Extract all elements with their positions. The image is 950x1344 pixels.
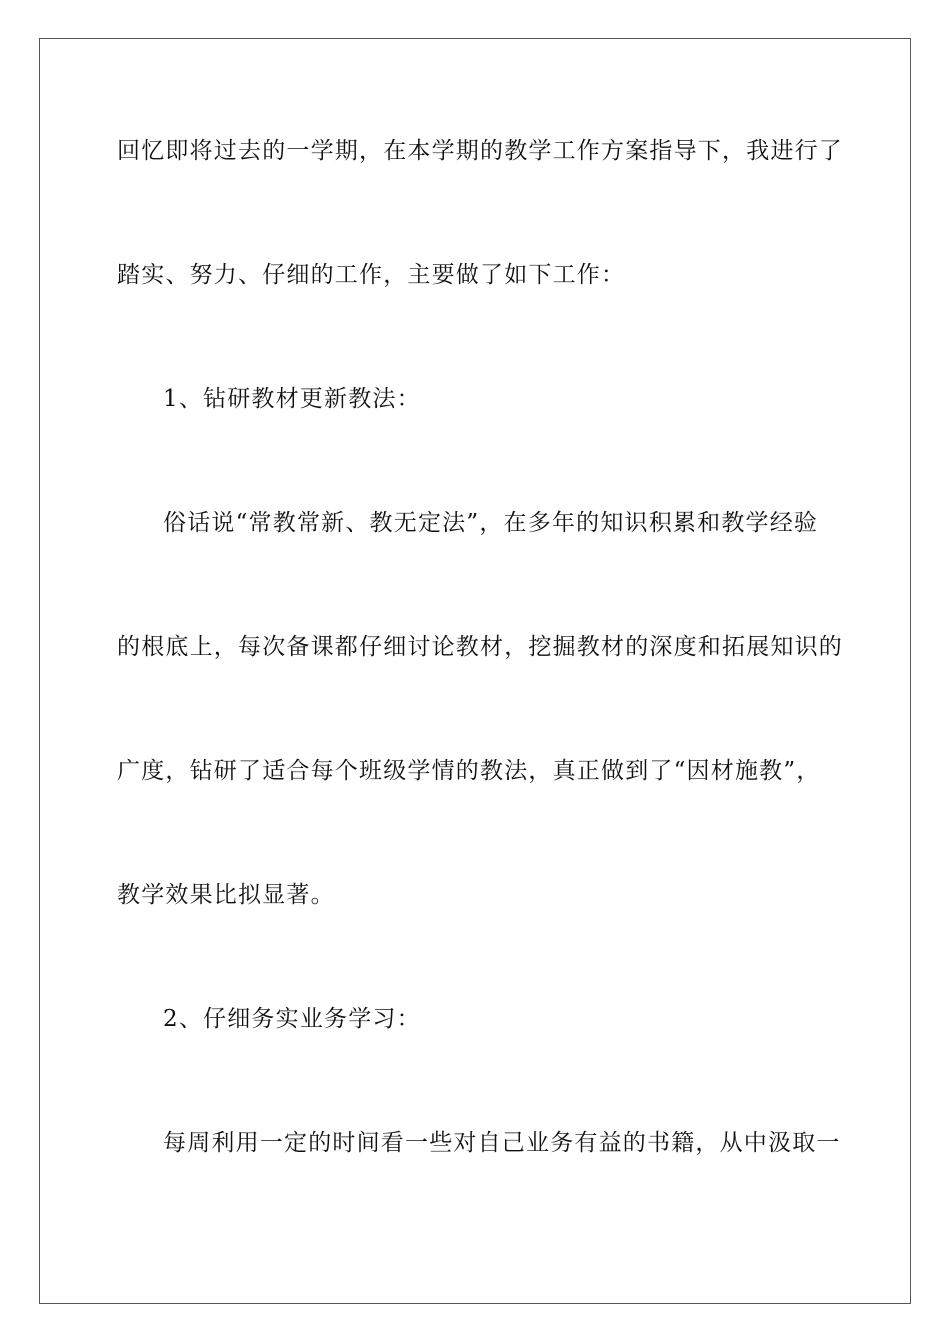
body-text-line: 俗话说“常教常新、教无定法”，在多年的知识积累和教学经验 — [163, 510, 819, 536]
page-frame — [39, 38, 911, 1304]
body-text-line: 踏实、努力、仔细的工作，主要做了如下工作： — [117, 262, 626, 288]
body-text-line: 每周利用一定的时间看一些对自己业务有益的书籍，从中汲取一 — [163, 1130, 841, 1156]
section-heading-2: 2、仔细务实业务学习： — [163, 1006, 421, 1032]
body-text-line: 广度，钻研了适合每个班级学情的教法，真正做到了“因材施教”， — [117, 758, 821, 784]
body-text-line: 教学效果比拟显著。 — [117, 882, 335, 908]
body-text-line: 回忆即将过去的一学期，在本学期的教学工作方案指导下，我进行了 — [117, 138, 843, 164]
body-text-line: 的根底上，每次备课都仔细讨论教材，挖掘教材的深度和拓展知识的 — [117, 634, 843, 660]
section-heading-1: 1、钻研教材更新教法： — [163, 386, 421, 412]
